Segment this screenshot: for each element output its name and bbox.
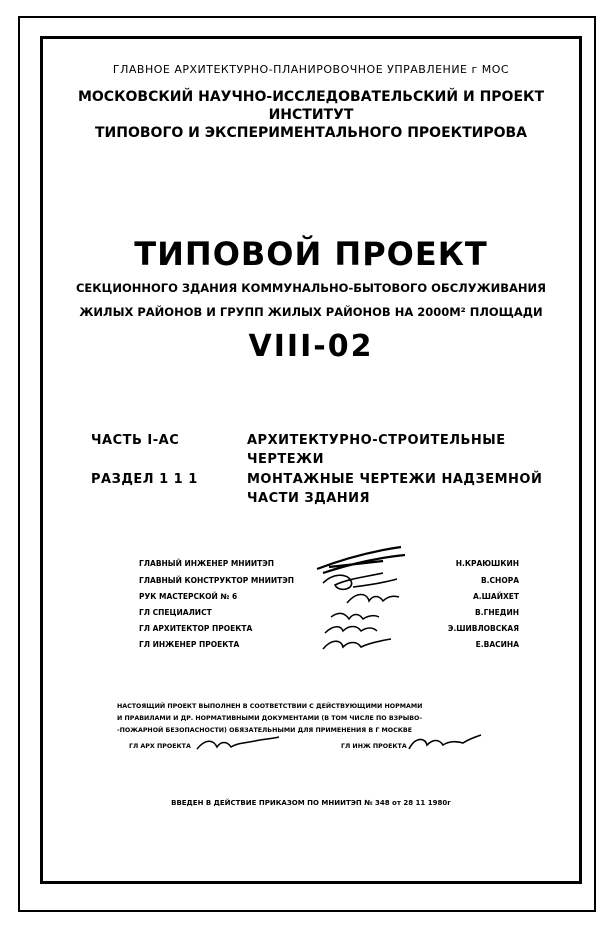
note-line-1: НАСТОЯЩИЙ ПРОЕКТ ВЫПОЛНЕН В СООТВЕТСТВИИ С ДЕЙСТВУЮЩИМИ НОРМАМИ — [117, 703, 423, 710]
project-code: VIII-02 — [248, 329, 374, 364]
signatory-role: ГЛ СПЕЦИАЛИСТ — [139, 608, 212, 617]
signatory-name: Е.ВАСИНА — [475, 640, 519, 649]
title-page — [40, 36, 582, 884]
architect-signature — [193, 733, 283, 755]
signatory-role: ГЛ АРХИТЕКТОР ПРОЕКТА — [139, 624, 253, 633]
note-engineer-label: ГЛ ИНЖ ПРОЕКТА — [341, 743, 407, 750]
signatory-role: ГЛАВНЫЙ КОНСТРУКТОР МНИИТЭП — [139, 576, 295, 585]
section-desc-1: МОНТАЖНЫЕ ЧЕРТЕЖИ НАДЗЕМНОЙ — [247, 472, 543, 487]
project-title: ТИПОВОЙ ПРОЕКТ — [134, 235, 488, 273]
part-desc-2: ЧЕРТЕЖИ — [247, 452, 324, 467]
section-label: РАЗДЕЛ 1 1 1 — [91, 472, 198, 487]
enactment-line: ВВЕДЕН В ДЕЙСТВИЕ ПРИКАЗОМ ПО МНИИТЭП № 348 от 28 11 1980г — [171, 799, 451, 807]
org-line-2: ИНСТИТУТ — [268, 107, 354, 123]
org-line-0: ГЛАВНОЕ АРХИТЕКТУРНО-ПЛАНИРОВОЧНОЕ УПРАВЛЕНИЕ г МОС — [112, 63, 510, 76]
signatory-role: ГЛ ИНЖЕНЕР ПРОЕКТА — [139, 640, 240, 649]
handwritten-signatures — [313, 539, 413, 659]
engineer-signature — [405, 731, 485, 755]
part-desc-1: АРХИТЕКТУРНО-СТРОИТЕЛЬНЫЕ — [247, 433, 506, 448]
org-line-1: МОСКОВСКИЙ НАУЧНО-ИССЛЕДОВАТЕЛЬСКИЙ И ПРОЕКТ — [77, 89, 545, 105]
signatory-name: В.ГНЕДИН — [475, 608, 519, 617]
signatory-role: ГЛАВНЫЙ ИНЖЕНЕР МНИИТЭП — [139, 559, 275, 568]
signatory-role: РУК МАСТЕРСКОЙ № 6 — [139, 592, 238, 601]
signatory-name: А.ШАЙХЕТ — [472, 592, 519, 601]
org-line-3: ТИПОВОГО И ЭКСПЕРИМЕНТАЛЬНОГО ПРОЕКТИРОВА — [94, 125, 528, 141]
signatory-name: Н.КРАЮШКИН — [455, 559, 519, 568]
part-label: ЧАСТЬ I-АС — [91, 433, 180, 448]
signatory-name: В.СНОРА — [480, 576, 519, 585]
signatory-name: Э.ШИВЛОВСКАЯ — [447, 624, 519, 633]
note-line-2: И ПРАВИЛАМИ И ДР. НОРМАТИВНЫМИ ДОКУМЕНТАМИ (В ТОМ ЧИСЛЕ ПО ВЗРЫВО- — [117, 715, 423, 722]
section-desc-2: ЧАСТИ ЗДАНИЯ — [247, 491, 371, 506]
project-subtitle-2: ЖИЛЫХ РАЙОНОВ И ГРУПП ЖИЛЫХ РАЙОНОВ НА 2000М² ПЛОЩАДИ — [79, 305, 543, 319]
note-architect-label: ГЛ АРХ ПРОЕКТА — [129, 743, 191, 750]
project-subtitle-1: СЕКЦИОННОГО ЗДАНИЯ КОММУНАЛЬНО-БЫТОВОГО ОБСЛУЖИВАНИЯ — [75, 281, 547, 295]
note-line-3: -ПОЖАРНОЙ БЕЗОПАСНОСТИ) ОБЯЗАТЕЛЬНЫМИ ДЛЯ ПРИМЕНЕНИЯ В Г МОСКВЕ — [117, 727, 413, 734]
